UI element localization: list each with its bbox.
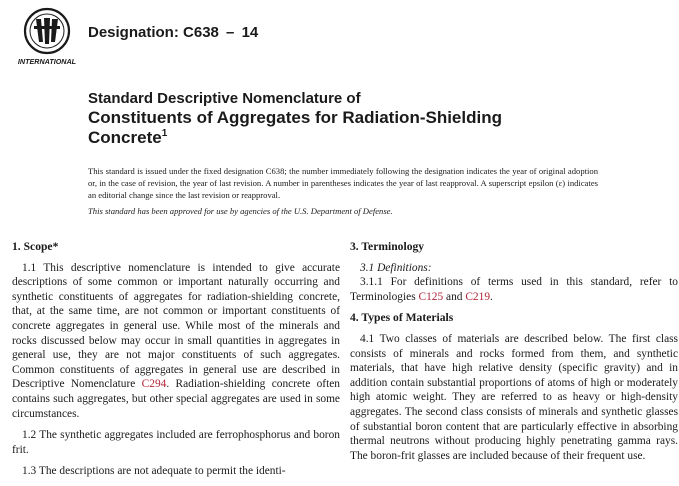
document-title xyxy=(88,90,648,148)
section-4-heading: 4. Types of Materials xyxy=(350,311,454,325)
paragraph-3-1-text: 3.1 Definitions: xyxy=(360,261,432,274)
paragraph-3-1-1-end: . xyxy=(490,290,493,303)
paragraph-3-1-1 xyxy=(350,275,678,304)
title-footnote-mark: 1 xyxy=(161,128,168,139)
paragraph-1-2: 1.2 The synthetic aggregates included are ferrophosphorus and boron frit. xyxy=(12,429,340,456)
designation-label: Designation: xyxy=(88,24,179,41)
reference-link-c219[interactable]: C219 xyxy=(465,290,491,303)
designation-number: C638 xyxy=(183,24,219,41)
paragraph-1-1 xyxy=(12,261,340,422)
paragraph-3-1-1-text: 3.1.1 For definitions of terms used in this standard, refer to Terminologies xyxy=(350,276,678,303)
title-line-3 xyxy=(88,128,648,148)
section-3-heading: 3. Terminology xyxy=(350,240,425,253)
title-line-1: Standard Descriptive Nomenclature of xyxy=(88,90,361,107)
section-1-heading: 1. Scope* xyxy=(12,240,59,253)
paragraph-1-1-text-a: 1.1 This descriptive nomenclature is intended to give accurate descriptions of some common or important naturally occurring and synthetic constituents of aggregates for radiation-shielding concrete, that, at the same time, are not common or important constituents of concrete aggregates in general use. While most of the minerals and rocks discussed below may occur in small quantities in aggregates in general use, they are not major constituents of such aggregates. Common constituents of aggregates in general use are described in Descriptive Nomenclature xyxy=(12,261,340,391)
left-column xyxy=(12,240,340,486)
title-line-2: Constituents of Aggregates for Radiation-Shielding xyxy=(88,108,502,127)
designation-dash: – xyxy=(226,24,235,41)
standard-notice: This standard is issued under the fixed designation C638; the number immediately following the designation indicates the year of original adoption or, in the case of revision, the year of last revision. A number in parentheses indicates the year of last reapproval. A superscript epsilon (ε) indicates an editorial change since the last revision or reapproval. xyxy=(88,166,598,200)
designation-year: 14 xyxy=(241,24,259,41)
reference-link-c125[interactable]: C125 xyxy=(418,290,444,303)
paragraph-4-1: 4.1 Two classes of materials are described below. The first class consists of minerals and rocks formed from them, and synthetic materials, that have high relative density (specific gravity) and in addition contain substantial proportions of atoms of high or moderately high atomic weight. They are referred to as heavy or high-density aggregates. The second class consists of minerals and synthetic glasses of substantial boron content that are particularly effective in absorbing thermal neutrons without producing highly penetrating gamma rays. The boron-frit glasses are included because of their frequent use. xyxy=(350,332,678,462)
paragraph-3-1-1-and: and xyxy=(443,290,466,303)
paragraph-1-1-text-b: . Radiation-shielding concrete often contains such aggregates, but other special aggregates are used in some circumstances. xyxy=(12,378,340,420)
designation xyxy=(88,24,258,41)
paragraph-1-3: 1.3 The descriptions are not adequate to permit the identi- xyxy=(22,465,286,478)
logo-text: INTERNATIONAL xyxy=(17,57,77,66)
title-line-3-text: Concrete xyxy=(88,128,162,147)
astm-logo-icon xyxy=(14,6,80,68)
dod-approval-note: This standard has been approved for use by agencies of the U.S. Department of Defense. xyxy=(88,206,393,216)
reference-link-c294[interactable]: C294 xyxy=(141,378,167,391)
paragraph-3-1 xyxy=(350,261,678,276)
astm-logo xyxy=(14,6,80,68)
right-column xyxy=(350,240,678,470)
